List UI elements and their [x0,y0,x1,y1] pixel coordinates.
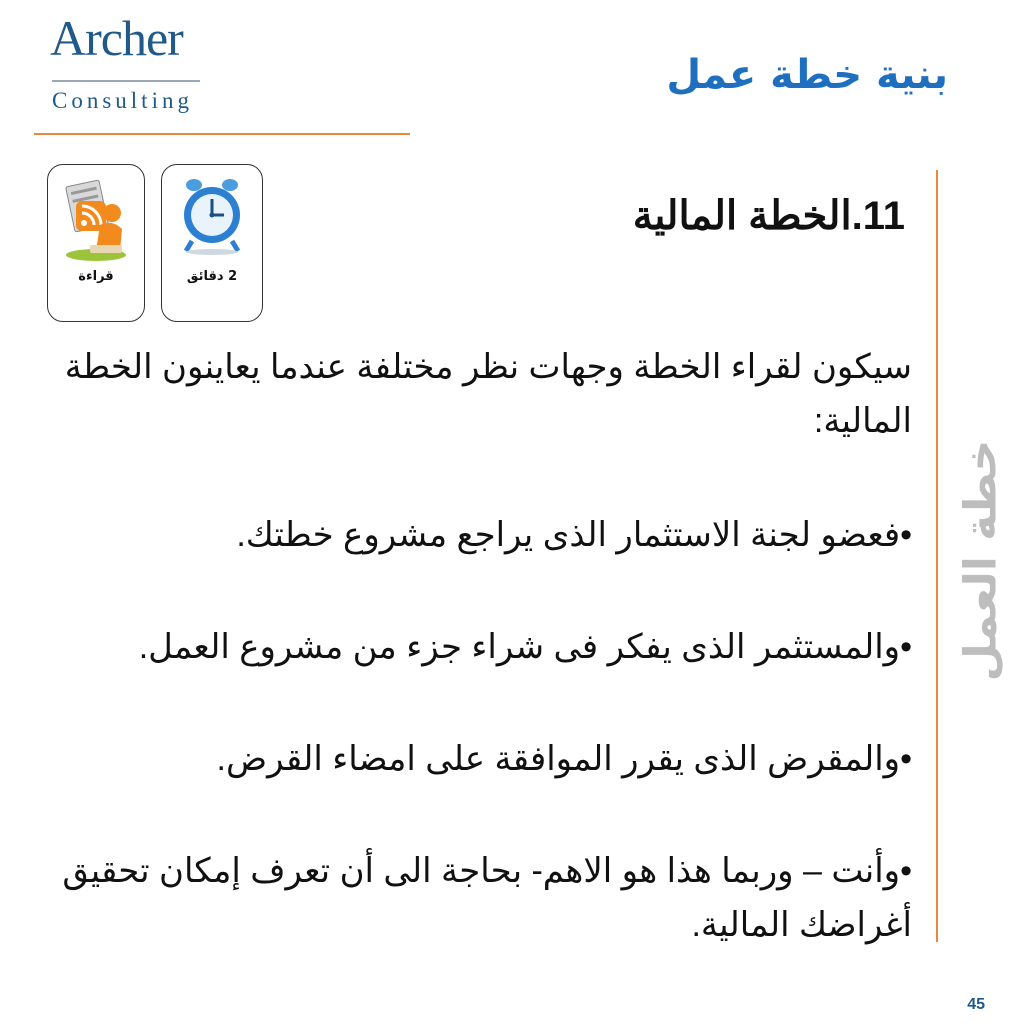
time-card [161,164,263,322]
bullet-item: •والمقرض الذى يقرر الموافقة على امضاء القرض. [216,740,912,778]
slide-title: بنية خطة عمل [666,52,948,98]
bullet-item: •فعضو لجنة الاستثمار الذى يراجع مشروع خطتك. [236,516,912,554]
reading-caption: قراءة [78,269,114,284]
bullet-item: •والمستثمر الذى يفكر فى شراء جزء من مشروع العمل. [138,628,912,666]
side-divider [936,170,938,942]
logo-title: Archer [50,10,183,66]
logo-subtitle: Consulting [52,88,193,113]
bullet-item: •وأنت – وربما هذا هو الاهم- بحاجة الى أن تعرف إمكان تحقيق أغراضك المالية. [62,852,912,944]
archer-consulting-logo [44,8,204,118]
time-caption: 2 دقائق [186,269,238,284]
side-section-label-text: خطة العمل [955,439,1007,681]
page-number: 45 [967,996,985,1013]
header-divider [34,133,410,135]
reading-card [47,164,145,322]
reading-icon [60,175,132,265]
side-section-label [946,420,1016,700]
logo-divider [52,80,200,82]
alarm-clock-icon [180,175,244,255]
intro-paragraph: سيكون لقراء الخطة وجهات نظر مختلفة عندما يعاينون الخطة المالية: [64,348,912,440]
section-heading: 11.الخطة المالية [632,194,905,238]
